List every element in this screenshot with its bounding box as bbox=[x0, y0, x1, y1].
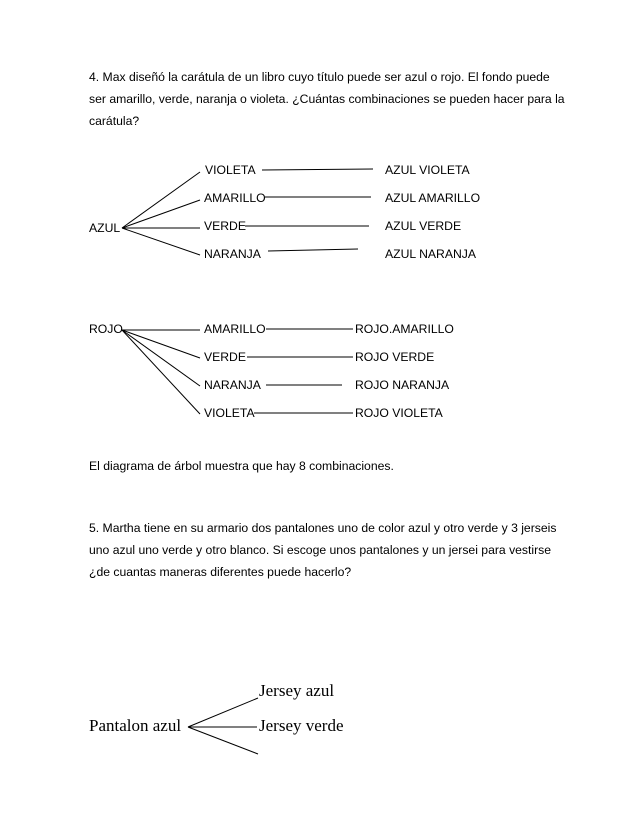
tree-azul-result-4: AZUL NARANJA bbox=[385, 247, 476, 261]
azul-branch-line-1 bbox=[122, 172, 200, 228]
tree-rojo-root: ROJO bbox=[89, 322, 123, 336]
tree-rojo-branch-2: VERDE bbox=[204, 350, 246, 364]
tree-rojo-branch-4: VIOLETA bbox=[204, 406, 255, 420]
tree-rojo-result-1: ROJO.AMARILLO bbox=[355, 322, 454, 336]
tree-azul-root: AZUL bbox=[89, 221, 121, 235]
azul-result-line-1 bbox=[262, 169, 373, 170]
pantalon-branch-line-1 bbox=[188, 698, 258, 727]
problem-4-statement: 4. Max diseñó la carátula de un libro cuyo título puede ser azul o rojo. El fondo puede ser amarillo, verde, naranja o violeta. ¿Cuántas combinaciones se pueden hacer para la carátula? bbox=[89, 70, 565, 128]
tree-azul-result-2: AZUL AMARILLO bbox=[385, 191, 481, 205]
tree-pantalon-branch-2: Jersey verde bbox=[259, 716, 344, 735]
tree-azul-result-1: AZUL VIOLETA bbox=[385, 163, 470, 177]
tree-pantalon-root: Pantalon azul bbox=[89, 716, 182, 735]
pantalon-branch-line-3 bbox=[188, 727, 258, 754]
tree-azul-result-3: AZUL VERDE bbox=[385, 219, 462, 233]
tree-azul-branch-1: VIOLETA bbox=[205, 163, 256, 177]
tree-rojo-result-2: ROJO VERDE bbox=[355, 350, 435, 364]
rojo-branch-line-4 bbox=[122, 330, 200, 414]
tree-rojo-branch-3: NARANJA bbox=[204, 378, 261, 392]
azul-branch-line-2 bbox=[122, 200, 200, 228]
rojo-branch-line-2 bbox=[122, 330, 200, 358]
tree-azul-branch-2: AMARILLO bbox=[204, 191, 266, 205]
tree-rojo-result-3: ROJO NARANJA bbox=[355, 378, 450, 392]
problem-5-statement: 5. Martha tiene en su armario dos pantalones uno de color azul y otro verde y 3 jerseis uno azul uno verde y otro blanco. Si escoge unos pantalones y un jersei para vestirse ¿de cuantas maneras diferentes puede hacerlo? bbox=[89, 521, 557, 579]
problem-4-conclusion: El diagrama de árbol muestra que hay 8 combinaciones. bbox=[89, 459, 394, 473]
azul-branch-line-4 bbox=[122, 228, 200, 255]
tree-rojo-branch-1: AMARILLO bbox=[204, 322, 266, 336]
tree-azul-branch-3: VERDE bbox=[204, 219, 246, 233]
rojo-branch-line-3 bbox=[122, 330, 200, 386]
tree-rojo-result-4: ROJO VIOLETA bbox=[355, 406, 443, 420]
tree-azul-branch-4: NARANJA bbox=[204, 247, 261, 261]
azul-result-line-4 bbox=[268, 249, 358, 251]
tree-pantalon-branch-1: Jersey azul bbox=[259, 681, 335, 700]
